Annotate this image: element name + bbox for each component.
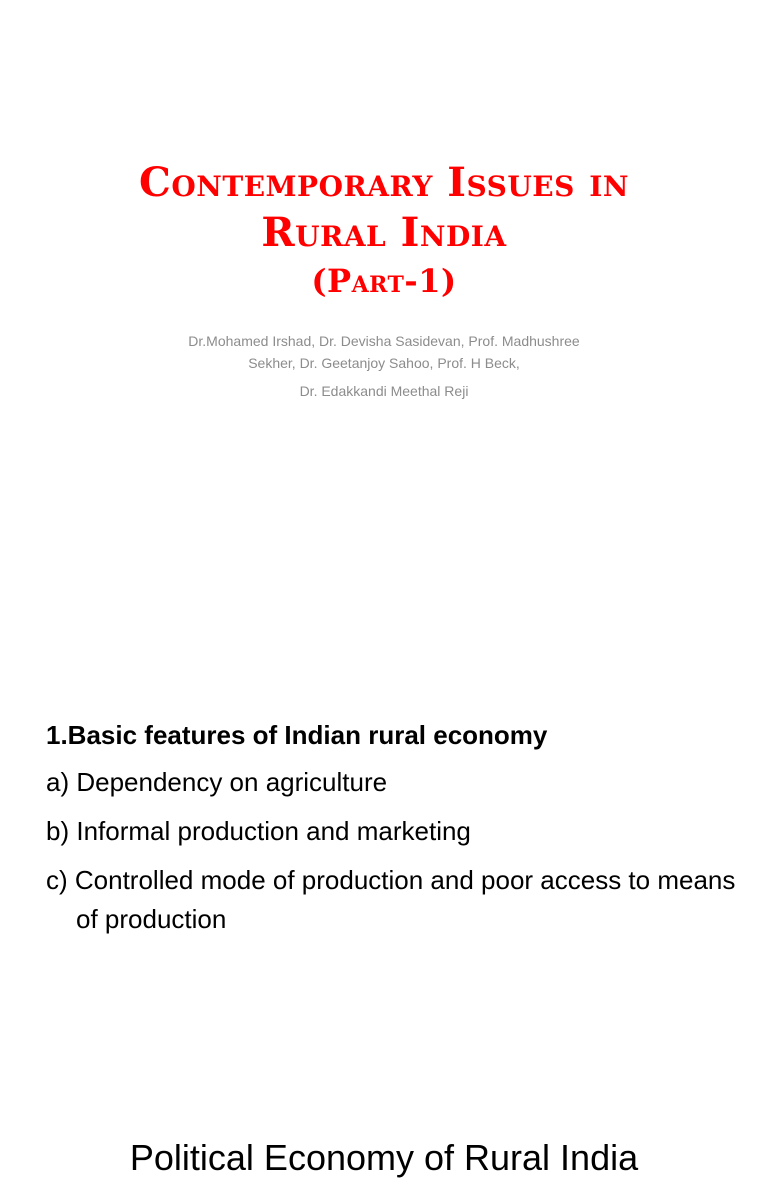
section-subheading: 1.Basic features of Indian rural economy	[46, 720, 548, 750]
presentation-title	[0, 158, 768, 302]
list-item: a) Dependency on agriculture	[46, 767, 388, 797]
authors-list	[100, 330, 668, 402]
authors-line-2: Sekher, Dr. Geetanjoy Sahoo, Prof. H Beck,	[248, 355, 520, 371]
list-item: c) Controlled mode of production and poor access to means of production	[46, 865, 736, 934]
list-item: b) Informal production and marketing	[46, 816, 471, 846]
slide-heading: Political Economy of Rural India	[129, 1137, 639, 1178]
slide-body	[46, 716, 736, 939]
title-line-1: Contemporary Issues in	[139, 159, 629, 206]
title-line-2: Rural India	[261, 209, 507, 256]
slide-title	[0, 0, 768, 512]
authors-line-1: Dr.Mohamed Irshad, Dr. Devisha Sasidevan, Prof. Madhushree	[188, 333, 580, 349]
authors-line-3: Dr. Edakkandi Meethal Reji	[299, 383, 469, 399]
title-part-label: (Part-1)	[311, 262, 457, 300]
